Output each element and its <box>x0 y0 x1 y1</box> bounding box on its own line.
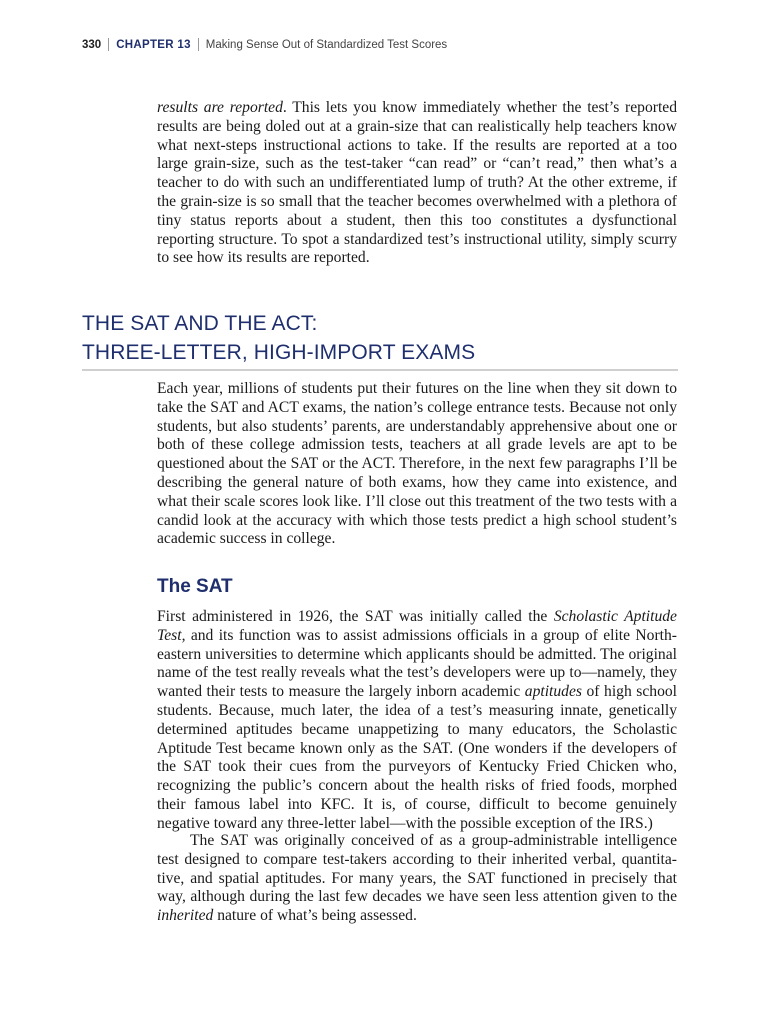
paragraph-text: of high school students. Because, much later, the idea of a test’s measuring innate, genetically determined aptitudes became unappetizing to many educators, the Scholastic Aptitude Test became known only as the SAT. (One wonders if the developers of the SAT took their cues from the purveyors of Kentucky Fried Chicken who, recognizing the public’s concern about the health risks of fried foods, morphed their famous label into KFC. It is, of course, difficult to become genuinely negative toward any three-letter label—with the possible exception of the IRS.) <box>157 683 677 832</box>
paragraph-results-reported <box>157 99 677 268</box>
page-number: 330 <box>82 38 102 51</box>
paragraph-text: and its function was to assist admissions officials in a group of elite Northeastern universities to determine which applicants should be admitted. The original name of the test really reveals what the test’s developers were up to—namely, they wanted their tests to measure the largely inborn academic <box>157 626 677 701</box>
paragraph-text: nature of what’s being assessed. <box>213 907 417 925</box>
paragraph-intro: Each year, millions of students put their futures on the line when they sit down to take the SAT and ACT exams, the nation’s college entrance tests. Because not only students, but also students’ parents, are understandably apprehensive about one or both of these college admission tests, teachers at all grade levels are apt to be questioned about the SAT or the ACT. Therefore, in the next few paragraphs I’ll be describing the general nature of both exams, how they came into existence, and what their scale scores look like. I’ll close out this treatment of the two tests with a candid look at the accuracy with which those tests predict a high school student’s academic success in college. <box>157 380 677 548</box>
chapter-label: CHAPTER 13 <box>116 38 191 51</box>
section-heading-line-1: THE SAT AND THE ACT: <box>82 312 318 335</box>
section-heading-line-2: THREE-LETTER, HIGH-IMPORT EXAMS <box>82 341 476 364</box>
italic-phrase: results are reported <box>157 99 283 116</box>
running-head <box>82 38 447 51</box>
paragraph-sat-origin <box>157 832 677 926</box>
heading-rule <box>82 369 678 371</box>
italic-phrase: Scholastic Aptitude Test, <box>157 608 677 644</box>
paragraph-text: First administered in 1926, the SAT was initially called the <box>157 608 554 625</box>
italic-phrase: inherited <box>157 907 214 925</box>
chapter-title: Making Sense Out of Standardized Test Scores <box>205 38 448 51</box>
paragraph-sat-history <box>157 608 677 834</box>
paragraph-text: . This lets you know immediately whether the test’s reported results are being doled out at a grain-size that can realistically help teachers know what next-steps instructional actions to take. If the results are reported at a too large grain-size, such as the test-taker “can read” or “can’t read,” then what’s a teacher to do with such an undifferentiated lump of truth? At the other extreme, if the grain-size is so small that the teacher becomes overwhelmed with a plethora of tiny status reports about a student, then this too constitutes a dysfunctional reporting structure. To spot a standardized test’s instructional utility, simply scurry to see how its results are reported. <box>157 99 677 267</box>
subsection-heading: The SAT <box>157 576 233 597</box>
section-heading <box>82 309 475 367</box>
paragraph-text: The SAT was originally conceived of as a group-administrable intelligence test designed to compare test-takers according to their inherited verbal, quantitative, and spatial aptitudes. For many years, the SAT functioned in precisely that way, although during the last few decades we have seen less attention given to the <box>157 832 677 906</box>
header-divider <box>198 38 199 51</box>
italic-phrase: aptitudes <box>524 683 582 701</box>
header-divider <box>108 38 109 51</box>
